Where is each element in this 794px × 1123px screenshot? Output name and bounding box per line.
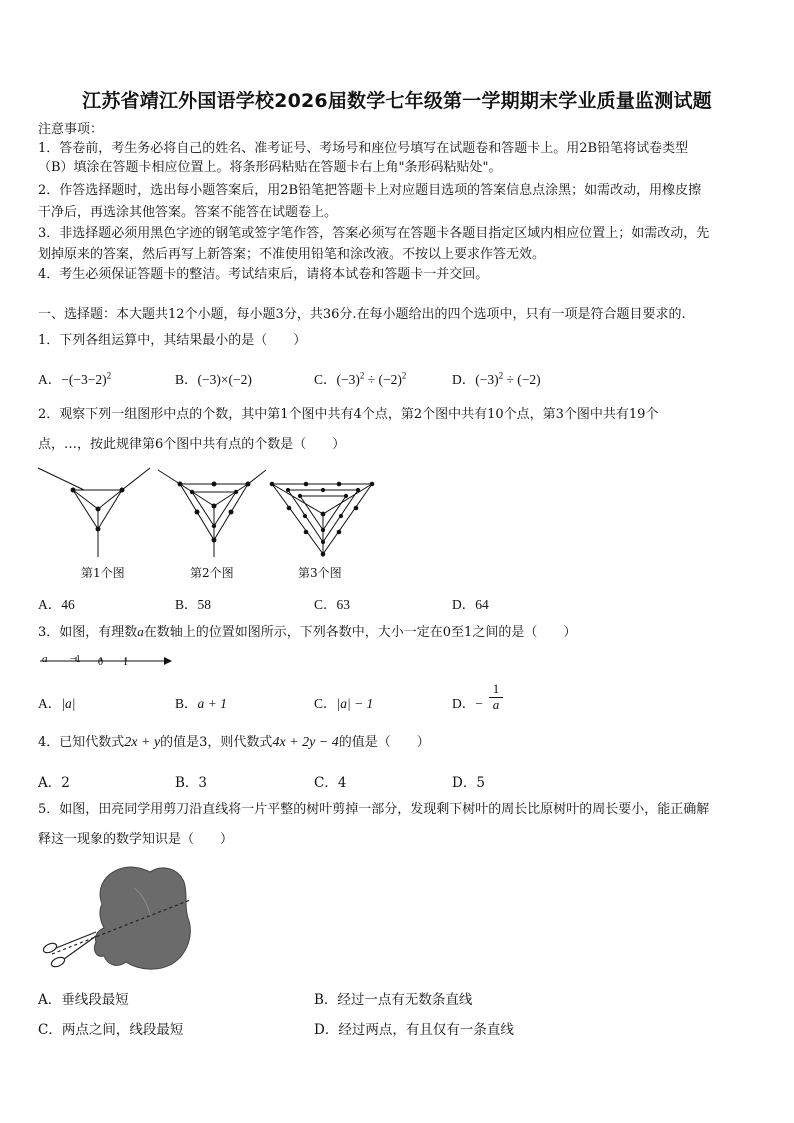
q5-stem-line-1: 5．如图，田亮同学用剪刀沿直线将一片平整的树叶剪掉一部分，发现剩下树叶的周长比原树叶的周长要小，能正确解 <box>38 802 710 817</box>
q5-leaf-figure <box>38 858 198 980</box>
scissors-icon <box>42 932 96 969</box>
q2-figure-3 <box>270 482 375 557</box>
notice-line-5: 3．非选择题必须用黑色字迹的钢笔或签字笔作答，答案必须写在答题卡各题目指定区域内相应位置上；如需改动，先 <box>38 226 710 241</box>
q1-option-c[interactable]: C．$(-3)^2 \div (-2)^2$ <box>314 370 407 387</box>
q1-option-b[interactable]: B．(−3)×(−2) <box>175 372 252 387</box>
notice-heading: 注意事项： <box>38 122 104 137</box>
q4-option-a[interactable]: A．2 <box>38 775 70 791</box>
q2-fig-label-3: 第3个图 <box>298 566 342 580</box>
notice-line-6: 划掉原来的答案，然后再写上新答案；不准使用铅笔和涂改液。不按以上要求作答无效。 <box>38 247 546 262</box>
q1-stem: 1．下列各组运算中，其结果最小的是（ ） <box>38 333 307 348</box>
notice-line-1: 1．答卷前，考生务必将自己的姓名、准考证号、考场号和座位号填写在试题卷和答题卡上。用2B铅笔将试卷类型 <box>38 141 689 156</box>
q3-stem: 3．如图，有理数a在数轴上的位置如图所示，下列各数中，大小一定在0至1之间的是（ ） <box>38 624 577 640</box>
notice-line-4: 干净后，再选涂其他答案。答案不能答在试题卷上。 <box>38 205 338 220</box>
q2-option-c[interactable]: C．63 <box>314 597 351 612</box>
q2-fig-label-1: 第1个图 <box>81 566 125 580</box>
q2-option-b[interactable]: B．58 <box>175 597 212 612</box>
q5-option-d[interactable]: D．经过两点，有且仅有一条直线 <box>314 1022 514 1038</box>
q3-option-c[interactable]: C．|a| − 1 <box>314 696 374 711</box>
page-title: 江苏省靖江外国语学校2026届数学七年级第一学期期末学业质量监测试题 <box>82 90 712 112</box>
axis-label-a: a <box>42 653 48 665</box>
q2-option-a[interactable]: A．46 <box>38 597 75 612</box>
q2-figure-2 <box>158 470 266 557</box>
q4-stem: 4．已知代数式2x + y的值是3，则代数式4x + 2y − 4的值是（ ） <box>38 735 430 750</box>
q1-option-d[interactable]: D．$(-3)^2 \div (-2)$ <box>452 370 541 387</box>
q3-option-b[interactable]: B．a + 1 <box>175 696 227 711</box>
q3-number-line <box>36 652 176 670</box>
q3-option-d[interactable]: D．− <box>452 696 483 711</box>
q2-fig-label-2: 第2个图 <box>190 566 234 580</box>
q5-option-a[interactable]: A．垂线段最短 <box>38 992 129 1008</box>
q3-option-a[interactable]: A．|a| <box>38 696 76 711</box>
q4-option-d[interactable]: D．5 <box>452 775 485 791</box>
q3-d-fraction: 1 a <box>489 682 503 712</box>
notice-line-7: 4．考生必须保证答题卡的整洁。考试结束后，请将本试卷和答题卡一并交回。 <box>38 267 489 282</box>
notice-line-2: （B）填涂在答题卡相应位置上。将条形码粘贴在答题卡右上角"条形码粘贴处"。 <box>38 160 502 175</box>
axis-label-0: 0 <box>98 657 103 668</box>
q2-option-d[interactable]: D．64 <box>452 597 489 612</box>
q2-stem-line-2: 点，…，按此规律第6个图中共有点的个数是（ ） <box>38 437 346 452</box>
q1-option-a[interactable]: A．$-(-3-2)^2$ <box>38 370 112 387</box>
q2-figures <box>36 462 376 560</box>
q4-option-c[interactable]: C．4 <box>314 775 347 791</box>
q4-option-b[interactable]: B．3 <box>175 775 208 791</box>
axis-label-neg1: −1 <box>70 654 81 665</box>
q5-stem-line-2: 释这一现象的数学知识是（ ） <box>38 832 234 847</box>
q2-stem-line-1: 2．观察下列一组图形中点的个数，其中第1个图中共有4个点，第2个图中共有10个点，第3个图中共有19个 <box>38 407 659 422</box>
notice-line-3: 2．作答选择题时，选出每小题答案后，用2B铅笔把答题卡上对应题目选项的答案信息点涂黑；如需改动，用橡皮擦 <box>38 183 702 198</box>
q5-option-b[interactable]: B．经过一点有无数条直线 <box>314 992 473 1008</box>
q5-option-c[interactable]: C．两点之间，线段最短 <box>38 1022 184 1038</box>
section-heading: 一、选择题：本大题共12个小题，每小题3分，共36分.在每小题给出的四个选项中，只有一项是符合题目要求的. <box>38 307 686 322</box>
axis-label-1: 1 <box>123 657 128 668</box>
q2-figure-1 <box>38 468 150 557</box>
